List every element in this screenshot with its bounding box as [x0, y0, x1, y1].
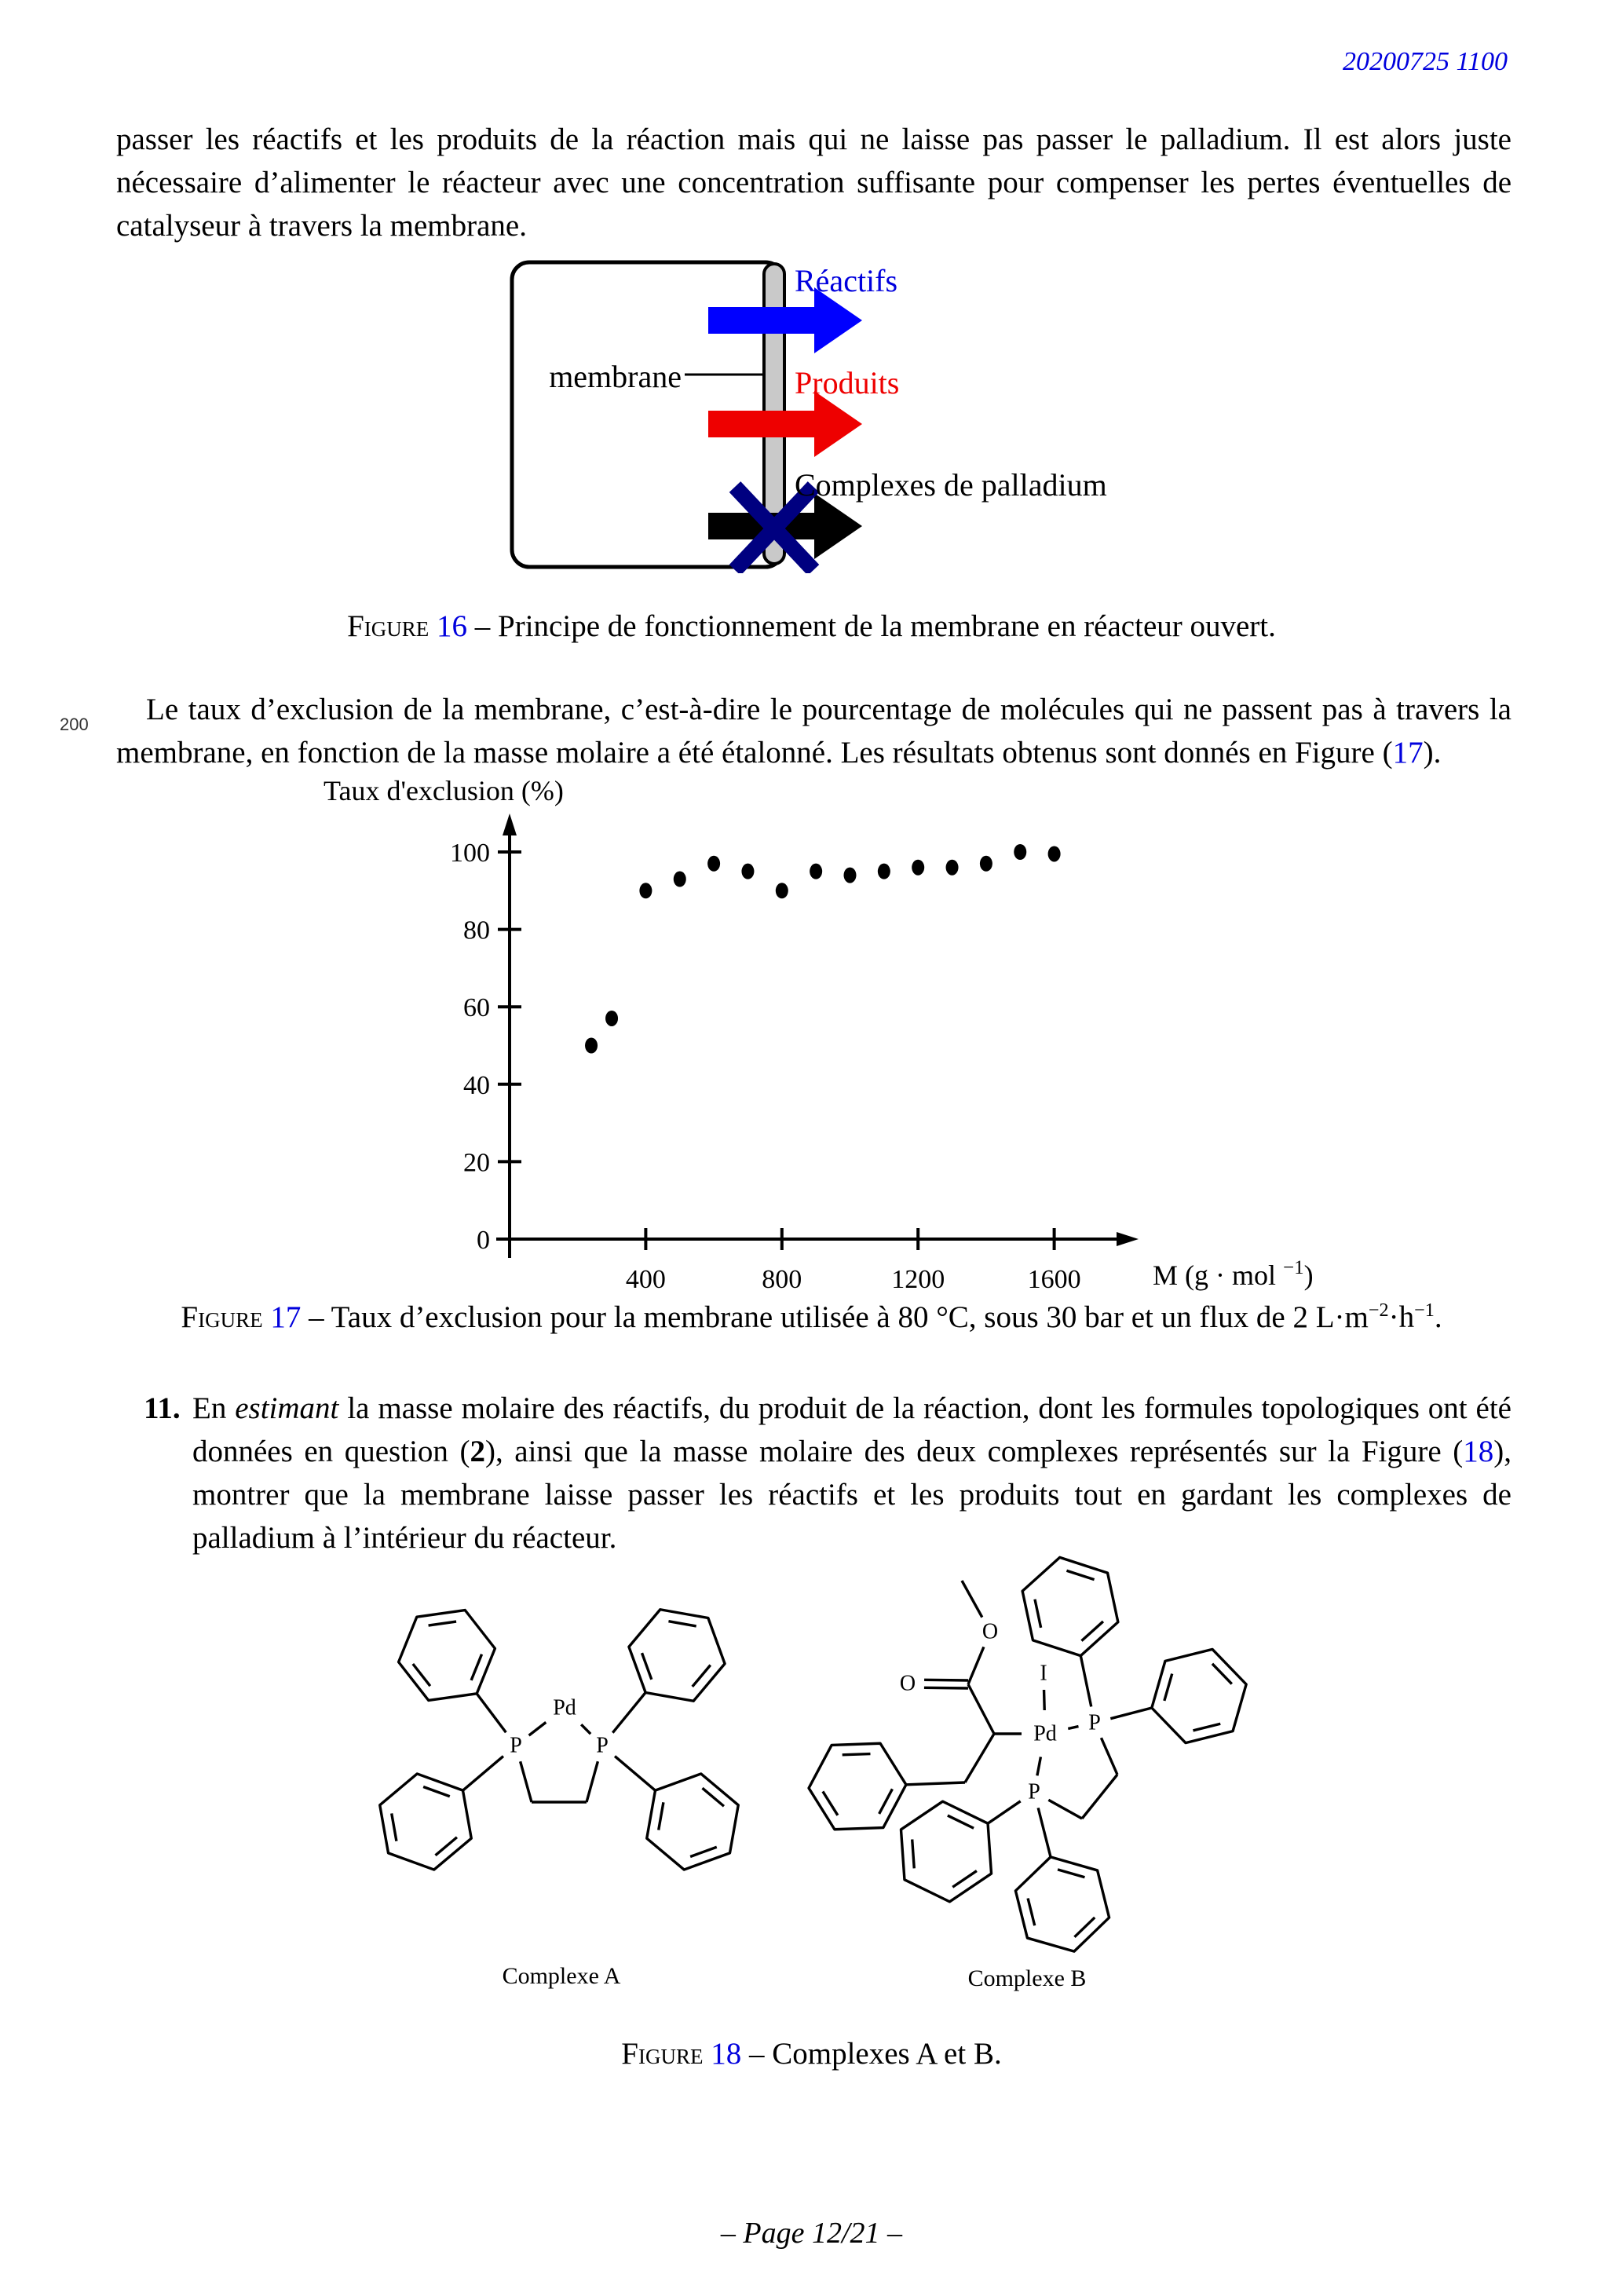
svg-text:1200: 1200	[891, 1265, 945, 1294]
svg-text:800: 800	[762, 1265, 802, 1294]
svg-text:I: I	[1040, 1661, 1047, 1686]
figure-link[interactable]: 17	[270, 1300, 302, 1334]
complexe-b-label: Complexe B	[967, 1965, 1087, 1991]
exclusion-rate-chart	[298, 801, 1319, 1319]
svg-text:60: 60	[463, 993, 490, 1023]
figure-link[interactable]: 17	[1392, 736, 1424, 770]
figure18-caption: Figure 18 – Complexes A et B.	[621, 2037, 1002, 2071]
svg-text:P: P	[596, 1733, 609, 1758]
svg-text:Pd: Pd	[1033, 1721, 1057, 1746]
svg-text:0: 0	[477, 1226, 490, 1255]
complexes-label: Complexes de palladium	[795, 467, 1107, 503]
figure-link[interactable]: 18	[1463, 1435, 1494, 1468]
figure16-diagram	[503, 251, 1154, 573]
complexe-a-structure	[338, 1563, 793, 1892]
figure-link[interactable]: 18	[711, 2037, 742, 2071]
svg-text:100: 100	[450, 839, 490, 868]
svg-text:1600: 1600	[1027, 1265, 1081, 1294]
svg-text:P: P	[1028, 1779, 1040, 1804]
svg-text:O: O	[981, 1619, 999, 1644]
page-footer: – Page 12/21 –	[720, 2217, 903, 2250]
svg-text:O: O	[899, 1671, 916, 1696]
question-text: En estimant la masse molaire des réactifs, du produit de la réaction, dont les formules topologiques ont été données en question (2), ainsi que la masse molaire des deux complexes représentés sur la Figure (18), montrer que la membrane laisse passer les réactifs et les produits tout en gardant les complexes de palladium à l’intérieur du réacteur.	[192, 1391, 1512, 1555]
svg-text:80: 80	[463, 916, 490, 945]
svg-text:P: P	[1088, 1710, 1101, 1735]
complexe-b-structure	[801, 1515, 1288, 1955]
chart-y-axis-title: Taux d'exclusion (%)	[324, 775, 564, 806]
svg-text:20: 20	[463, 1148, 490, 1178]
svg-text:Pd: Pd	[553, 1695, 576, 1720]
paragraph-taux: Le taux d’exclusion de la membrane, c’est-à-dire le pourcentage de molécules qui ne passent pas à travers la membrane, en fonction de la masse molaire a été étalonné. Les résultats obtenus sont donnés en Figure (17).	[116, 693, 1512, 770]
complexe-a-label: Complexe A	[502, 1963, 621, 1989]
reactifs-label: Réactifs	[795, 263, 898, 298]
figure16-caption: Figure 16 – Principe de fonctionnement de la membrane en réacteur ouvert.	[347, 609, 1276, 643]
membrane-label: membrane	[549, 359, 682, 394]
svg-text:400: 400	[625, 1265, 666, 1294]
header-timestamp: 20200725 1100	[1343, 47, 1508, 76]
produits-label: Produits	[795, 365, 900, 400]
figure-link[interactable]: 16	[437, 609, 468, 643]
svg-text:P: P	[510, 1733, 522, 1758]
paragraph-intro: passer les réactifs et les produits de la réaction mais qui ne laisse pas passer le palladium. Il est alors juste nécessaire d’alimenter le réacteur avec une concentration suffisante pour compenser les pertes éventuelles de catalyseur à travers la membrane.	[116, 122, 1512, 243]
svg-text:M (g · mol −1): M (g · mol $^{-1}$)	[1153, 1257, 1314, 1291]
svg-text:40: 40	[463, 1070, 490, 1100]
question-number: 11.	[144, 1391, 181, 1425]
figure17-caption: Figure 17 – Taux d’exclusion pour la membrane utilisée à 80 °C, sous 30 bar et un flux de 2 $L\cdot m^{-2}\cdot h^{-1}$.	[181, 1300, 1442, 1334]
margin-line-number: 200	[60, 715, 89, 734]
